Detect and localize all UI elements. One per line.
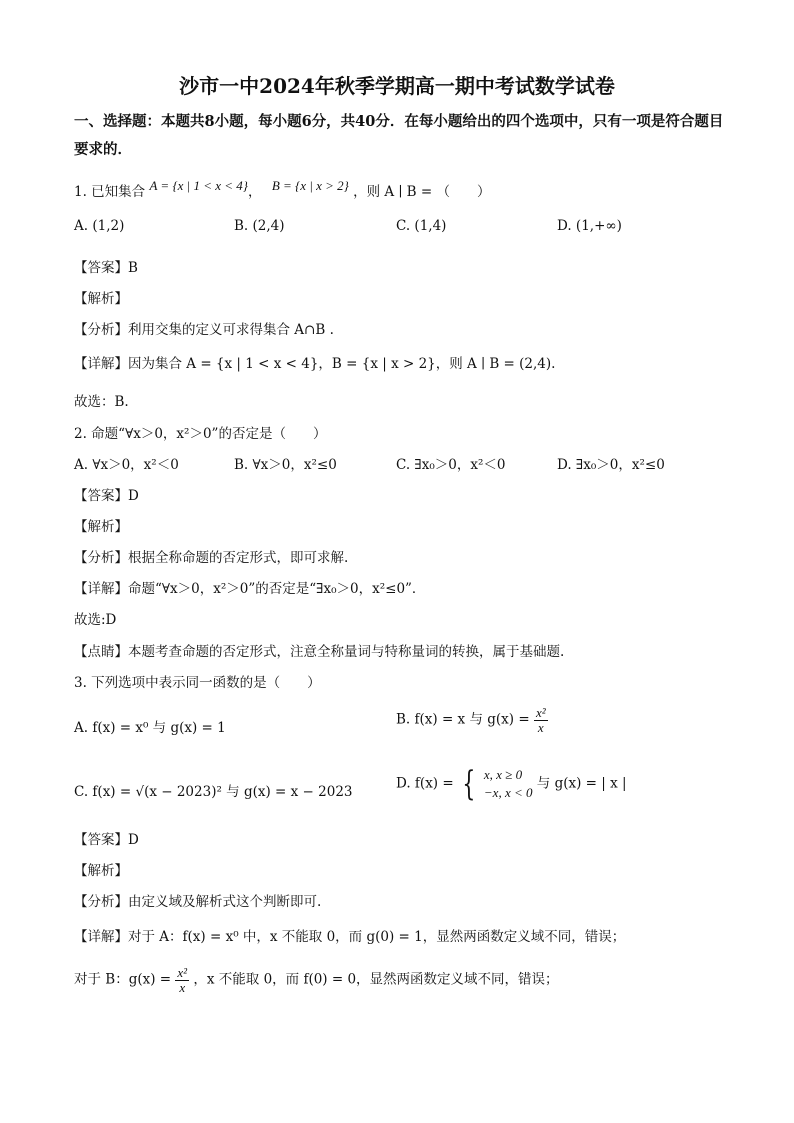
exam-title: 沙市一中2024年秋季学期高一期中考试数学试卷 <box>179 74 615 98</box>
q3-option-b-fraction <box>534 706 548 734</box>
q1-option-b: B. (2,4) <box>234 218 285 234</box>
q2-option-c: C. ∃x₀＞0，x²＜0 <box>396 457 506 473</box>
q3-analysis: 【分析】由定义域及解析式这个判断即可. <box>74 894 322 910</box>
fraction-denominator: x <box>179 979 186 995</box>
q2-option-a: A. ∀x＞0，x²＜0 <box>74 457 179 473</box>
piecewise-case-2: −x, x < 0 <box>483 785 533 800</box>
q3-option-d <box>396 766 627 802</box>
q1-option-c: C. (1,4) <box>396 218 447 234</box>
fraction-numerator: x² <box>535 705 546 720</box>
q1-detail: 【详解】因为集合 A = {x | 1 < x < 4}，B = {x | x > 2}，则 A ∣ B = (2,4). <box>74 356 556 372</box>
q3-option-b <box>396 706 548 734</box>
q1-analysis-heading: 【解析】 <box>74 291 128 307</box>
q1-option-d: D. (1,+∞) <box>557 218 622 234</box>
q3-detail-b-suffix: ，x 不能取 0，而 f(0) = 0，显然两函数定义域不同，错误； <box>193 971 559 988</box>
q3-detail-b-prefix: 对于 B：g(x) = <box>74 971 172 988</box>
q1-ask: ，则 A ∣ B = （ ） <box>353 184 491 200</box>
left-brace-icon: { <box>462 764 476 804</box>
q3-option-d-text: D. f(x) = <box>396 775 454 792</box>
question-2: 2. 命题“∀x＞0，x²＞0”的否定是（ ） <box>74 426 327 442</box>
section-heading: 一、选择题：本题共8小题，每小题6分，共40分．在每小题给出的四个选项中，只有一项是符合题目要求的． <box>74 113 724 158</box>
q2-comment: 【点睛】本题考查命题的否定形式，注意全称量词与特称量词的转换，属于基础题. <box>74 644 565 660</box>
question-3: 3. 下列选项中表示同一函数的是（ ） <box>74 675 321 691</box>
q2-detail: 【详解】命题“∀x＞0，x²＞0”的否定是“∃x₀＞0，x²≤0”． <box>74 581 426 597</box>
q3-detail-a: 【详解】对于 A：f(x) = x⁰ 中，x 不能取 0，而 g(0) = 1，显然两函数定义域不同，错误； <box>74 929 626 945</box>
piecewise-case-1: x, x ≥ 0 <box>483 767 523 782</box>
q3-option-c: C. f(x) = √(x − 2023)² 与 g(x) = x − 2023 <box>74 784 353 800</box>
q3-option-b-text: B. f(x) = x 与 g(x) = <box>396 711 530 728</box>
q3-piecewise <box>484 766 533 802</box>
q1-answer: 【答案】B <box>74 260 138 276</box>
q3-option-d-post: 与 g(x) = | x | <box>536 775 627 792</box>
q2-analysis-heading: 【解析】 <box>74 519 128 535</box>
q1-set-b: B = {x | x > 2} <box>271 178 349 193</box>
q1-option-a: A. (1,2) <box>74 218 125 234</box>
q3-option-a: A. f(x) = x⁰ 与 g(x) = 1 <box>74 720 226 736</box>
q2-option-d: D. ∃x₀＞0，x²≤0 <box>557 457 665 473</box>
q3-answer: 【答案】D <box>74 832 139 848</box>
q3-analysis-heading: 【解析】 <box>74 863 128 879</box>
q2-option-b: B. ∀x＞0，x²≤0 <box>234 457 337 473</box>
q1-set-a: A = {x | 1 < x < 4} <box>149 178 249 193</box>
q1-analysis: 【分析】利用交集的定义可求得集合 A∩B . <box>74 322 334 338</box>
q2-choice: 故选:D <box>74 612 117 628</box>
q1-stem-prefix: 1. 已知集合 <box>74 184 146 200</box>
q2-answer: 【答案】D <box>74 488 139 504</box>
question-1: 1. 已知集合 A = {x | 1 < x < 4}， B = {x | x > 2} ，则 A ∣ B = （ ） <box>74 178 491 200</box>
q3-detail-b-fraction <box>175 966 189 994</box>
q2-analysis: 【分析】根据全称命题的否定形式，即可求解. <box>74 550 349 566</box>
fraction-denominator: x <box>537 719 544 735</box>
fraction-numerator: x² <box>177 965 188 980</box>
q3-detail-b <box>74 966 559 994</box>
q1-choice: 故选：B. <box>74 394 129 410</box>
